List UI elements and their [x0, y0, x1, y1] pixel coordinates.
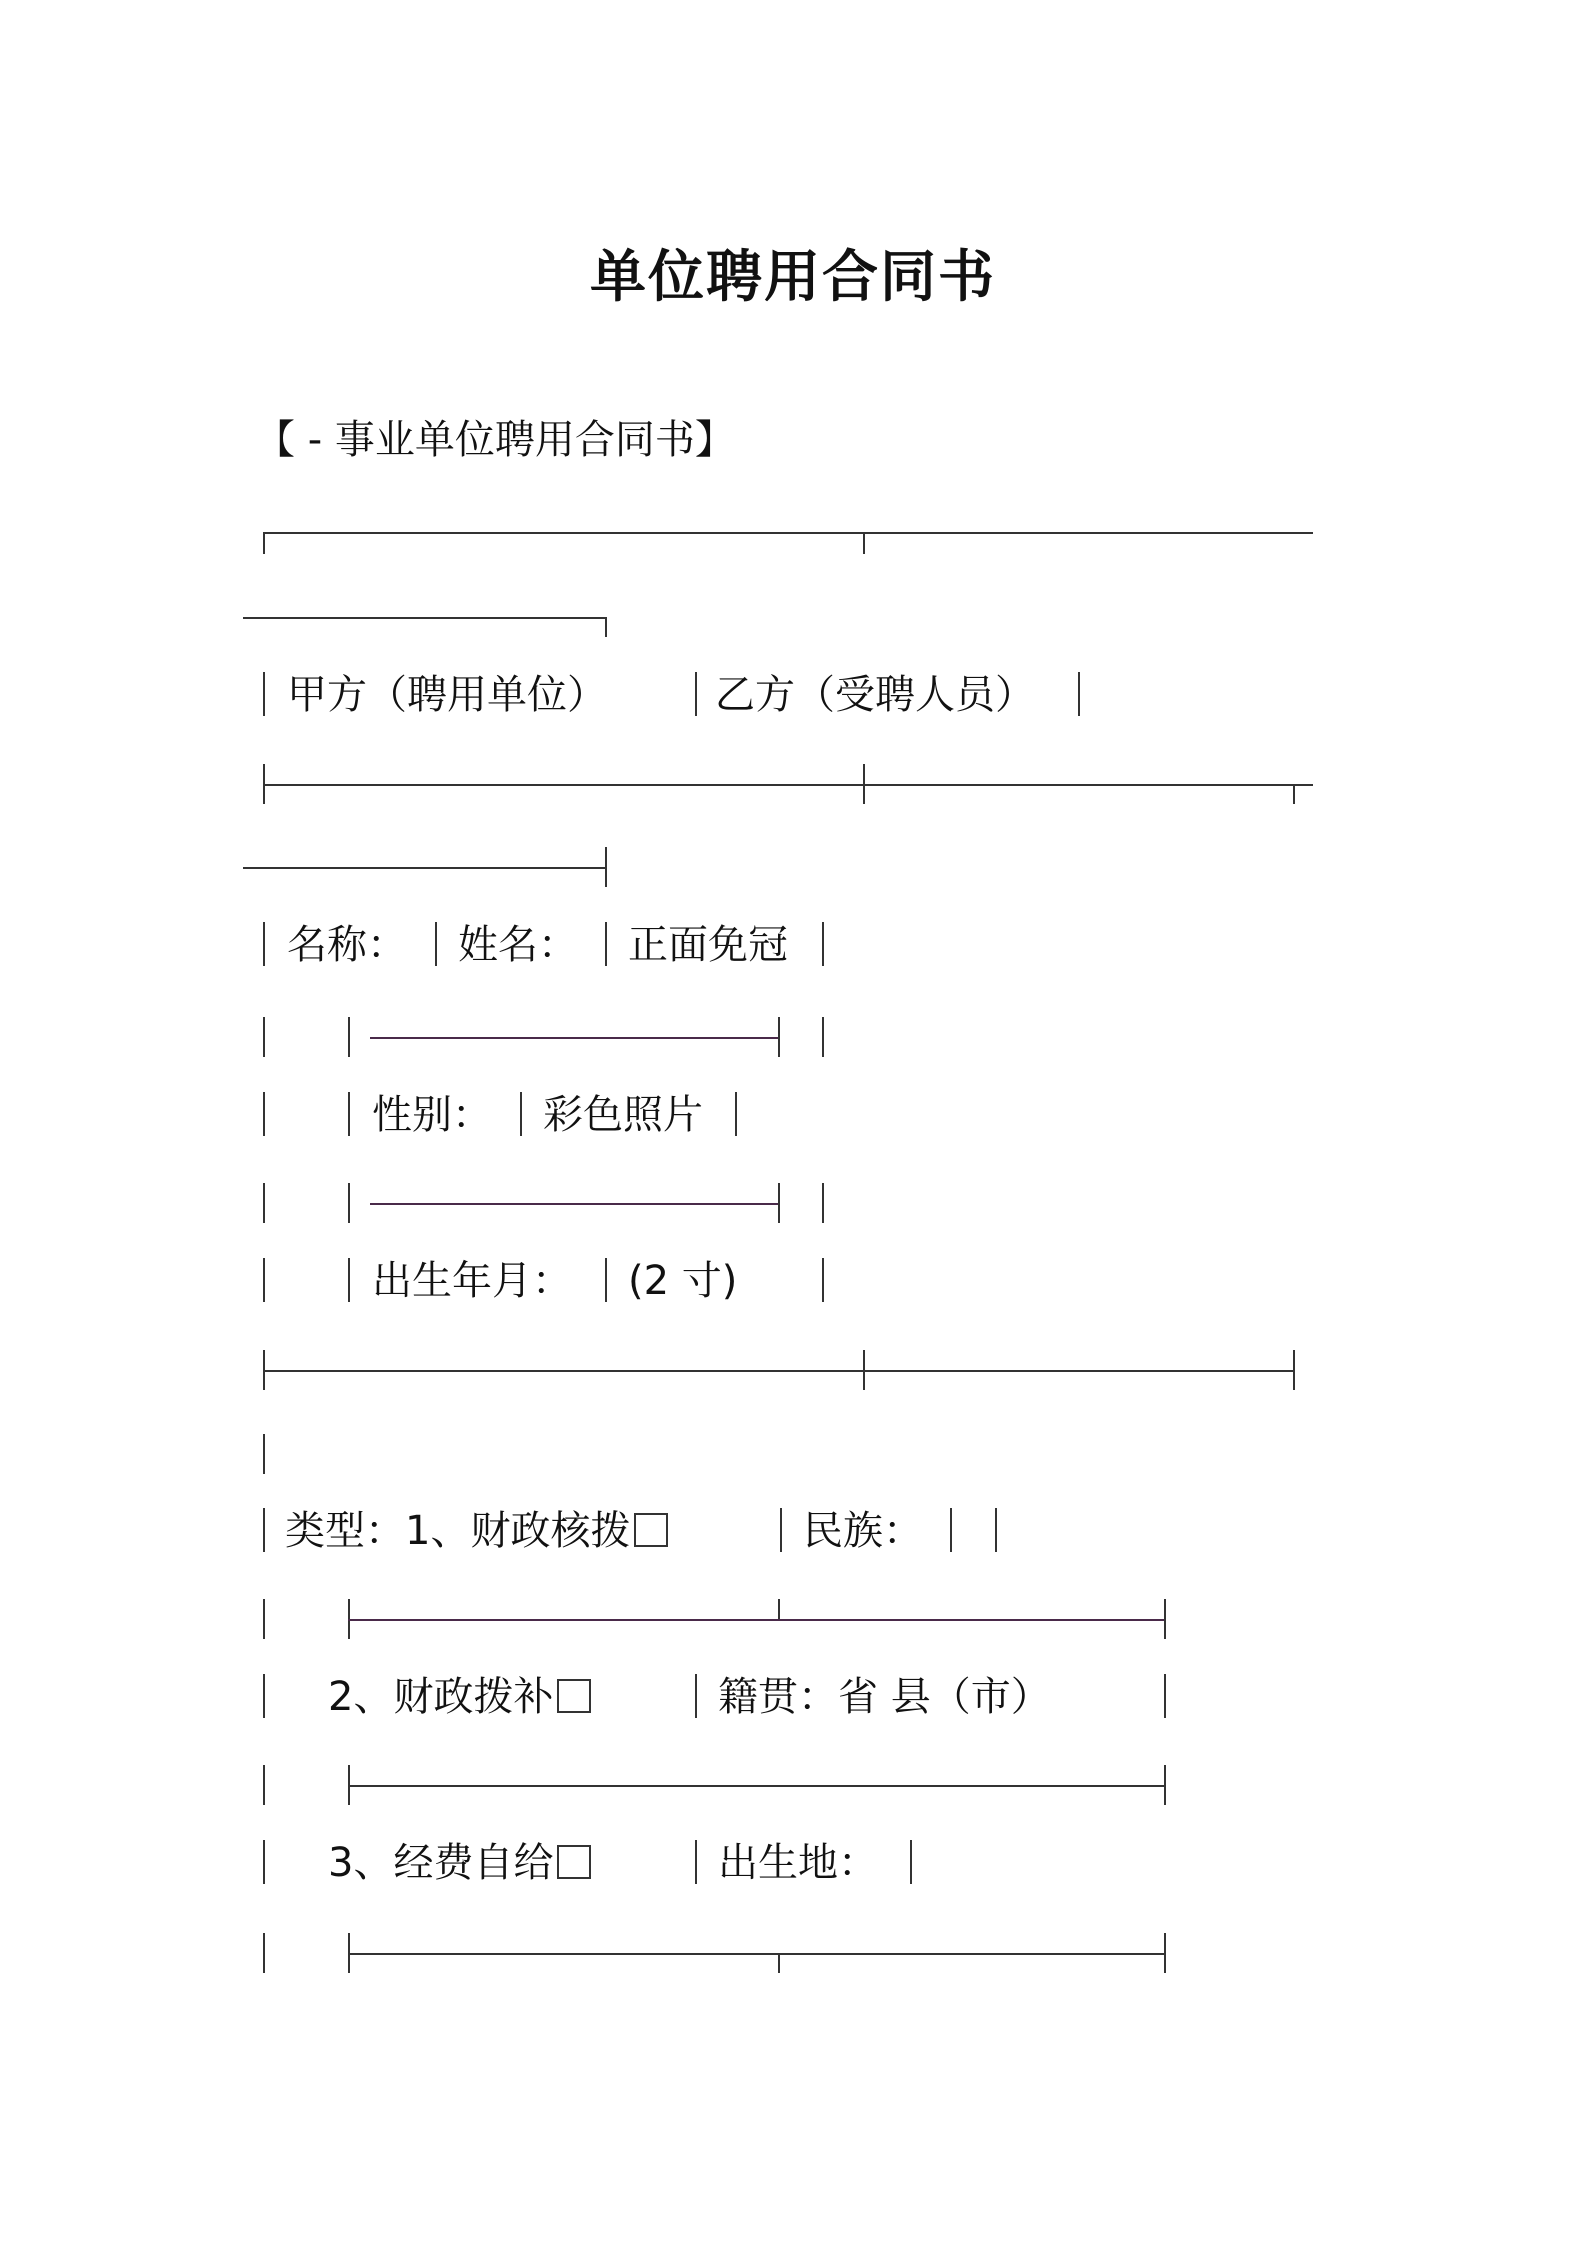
document-subtitle: 【 - 事业单位聘用合同书】	[255, 417, 735, 463]
type-option-2: 2、财政拨补	[328, 1674, 554, 1720]
photo-caption-1: 正面免冠	[628, 922, 788, 968]
photo-caption-3: (2 寸)	[628, 1258, 738, 1304]
nation-label: 民族：	[803, 1508, 923, 1554]
birth-label: 出生年月：	[372, 1258, 572, 1304]
type-label-text: 类型：	[285, 1508, 405, 1554]
checkbox-type-3[interactable]	[557, 1845, 591, 1879]
type-option-3: 3、经费自给	[328, 1840, 554, 1886]
native-place-label: 籍贯：省 县（市）	[718, 1674, 1051, 1720]
type-option-1: 1、财政核拨	[405, 1508, 631, 1554]
checkbox-type-2[interactable]	[557, 1679, 591, 1713]
type-label	[285, 1508, 668, 1554]
type-option-2-wrap	[328, 1674, 591, 1720]
document-title: 单位聘用合同书	[590, 245, 996, 310]
person-name-label: 姓名：	[458, 922, 578, 968]
org-name-label: 名称：	[287, 922, 407, 968]
photo-caption-2: 彩色照片	[543, 1092, 703, 1138]
birthplace-label: 出生地：	[718, 1840, 878, 1886]
gender-label: 性别：	[372, 1092, 492, 1138]
checkbox-type-1[interactable]	[634, 1513, 668, 1547]
party-b-label: 乙方（受聘人员）	[715, 672, 1035, 718]
type-option-3-wrap	[328, 1840, 591, 1886]
party-a-label: 甲方（聘用单位）	[287, 672, 607, 718]
